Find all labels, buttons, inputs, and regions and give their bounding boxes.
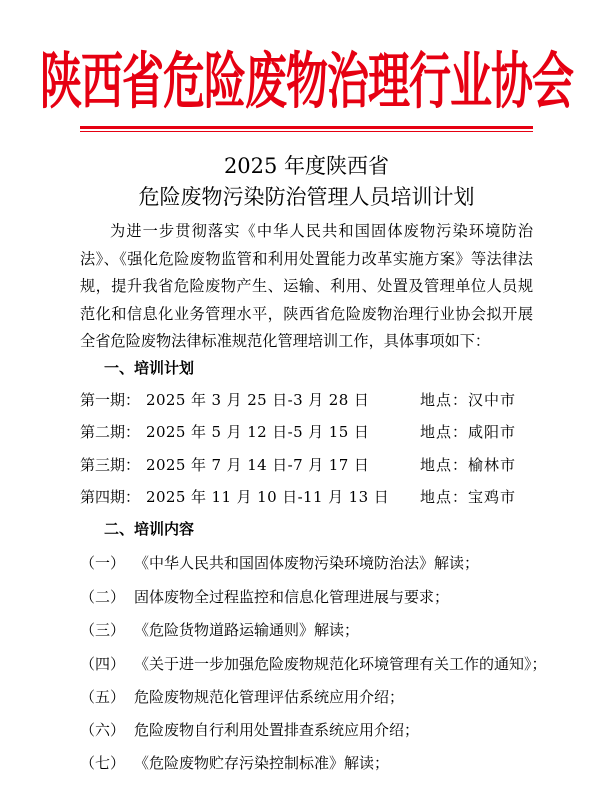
- period-label: 第二期：: [80, 423, 141, 441]
- period-location: 地点：咸阳市: [420, 423, 517, 441]
- content-item: [80, 552, 479, 573]
- period-location: 地点：汉中市: [420, 391, 517, 409]
- content-item: [80, 686, 404, 707]
- masthead-rule-top: [80, 126, 533, 129]
- content-item-text: 《关于进一步加强危险废物规范化环境管理有关工作的通知》；: [134, 655, 547, 673]
- period-dates: 2025 年 5 月 12 日-5 月 15 日: [146, 423, 370, 441]
- training-period: [80, 454, 533, 476]
- content-item-text: 《危险货物道路运输通则》解读；: [134, 621, 360, 639]
- content-item-text: 《危险废物贮存污染控制标准》解读；: [134, 754, 390, 772]
- content-item: [80, 719, 419, 740]
- period-location: 地点：榆林市: [420, 456, 517, 474]
- training-period: [80, 421, 533, 443]
- document-title-line1: 2025 年度陕西省: [223, 154, 390, 178]
- period-dates: 2025 年 3 月 25 日-3 月 28 日: [146, 391, 370, 409]
- content-item-text: 固体废物全过程监控和信息化管理进展与要求；: [134, 588, 450, 606]
- content-item-number: （五）: [80, 688, 126, 706]
- content-item-text: 危险废物自行利用处置排查系统应用介绍；: [134, 721, 420, 739]
- document-title-line2: 危险废物污染防治管理人员培训计划: [138, 185, 475, 209]
- training-period: [80, 486, 533, 508]
- content-item-text: 危险废物规范化管理评估系统应用介绍；: [134, 688, 405, 706]
- section-heading-plan: 一、培训计划: [104, 359, 195, 377]
- period-dates: 2025 年 11 月 10 日-11 月 13 日: [146, 488, 390, 506]
- period-location: 地点：宝鸡市: [420, 488, 517, 506]
- content-item: [80, 752, 389, 773]
- content-item: [80, 619, 359, 640]
- masthead: 陕西省危险废物治理行业协会: [39, 45, 573, 117]
- content-item-number: （四）: [80, 655, 126, 673]
- content-item-number: （六）: [80, 721, 126, 739]
- masthead-rule-bottom: [80, 131, 533, 132]
- period-label: 第三期：: [80, 456, 141, 474]
- period-label: 第一期：: [80, 391, 141, 409]
- content-item-number: （七）: [80, 754, 126, 772]
- section-heading-content: 二、培训内容: [104, 520, 195, 538]
- period-label: 第四期：: [80, 488, 141, 506]
- content-item-text: 《中华人民共和国固体废物污染环境防治法》解读；: [134, 554, 480, 572]
- content-item: [80, 586, 449, 607]
- content-item-number: （二）: [80, 588, 126, 606]
- content-item-number: （三）: [80, 621, 126, 639]
- content-item: [80, 653, 547, 674]
- content-item-number: （一）: [80, 554, 126, 572]
- training-period: [80, 389, 533, 411]
- intro-paragraph: 为进一步贯彻落实《中华人民共和国固体废物污染环境防治法》、《强化危险废物监管和利用处置能力改革实施方案》等法律法规，提升我省危险废物产生、运输、利用、处置及管理单位人员规范化和信息化业务管理水平，陕西省危险废物治理行业协会拟开展全省危险废物法律标准规范化管理培训工作，具体事项如下：: [80, 222, 533, 350]
- period-dates: 2025 年 7 月 14 日-7 月 17 日: [146, 456, 370, 474]
